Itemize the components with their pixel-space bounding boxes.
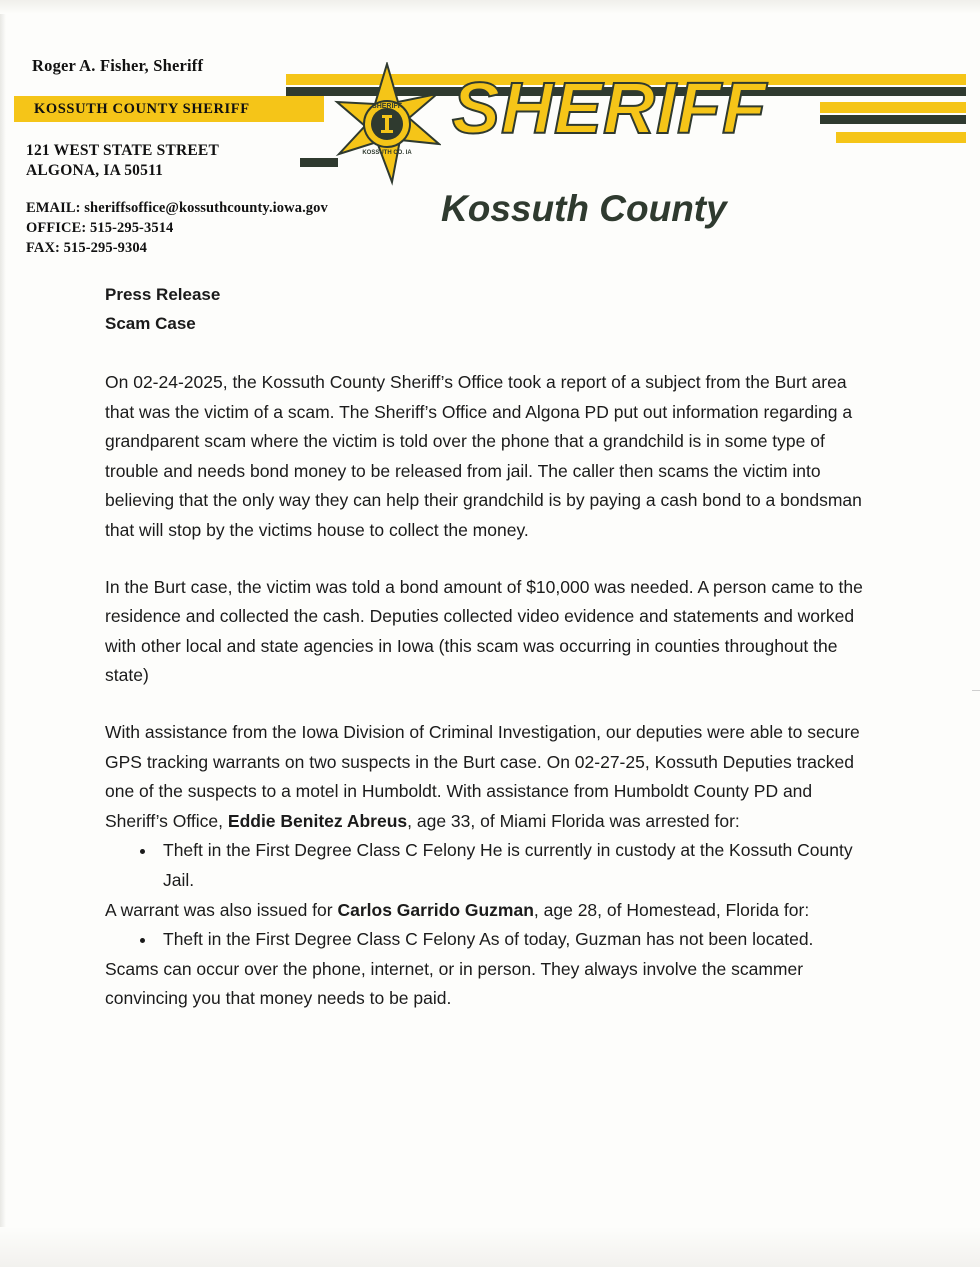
document-body bbox=[105, 280, 865, 1014]
paragraph-1: On 02-24-2025, the Kossuth County Sheriff’s Office took a report of a subject from the Burt area that was the victim of a scam. The Sheriff’s Office and Algona PD put out information regarding a grandparent scam where the victim is told over the phone that a grandchild is in some type of trouble and needs bond money to be released from jail. The caller then scams the victim into believing that the only way they can help their grandchild is by paying a cash bond to a bondsman that will stop by the victims house to collect the money. bbox=[105, 372, 862, 540]
charge-list-1 bbox=[105, 836, 865, 895]
paragraph-3-text-after: , age 33, of Miami Florida was arrested for: bbox=[407, 810, 740, 831]
page-edge-bottom bbox=[0, 1227, 980, 1267]
county-wordmark: Kossuth County bbox=[441, 188, 727, 229]
gold-stripe-right-2 bbox=[836, 132, 966, 143]
address-block bbox=[26, 141, 219, 181]
suspect-name-1: Eddie Benitez Abreus bbox=[227, 810, 408, 831]
letterhead bbox=[0, 46, 980, 256]
page-edge-top bbox=[0, 0, 980, 14]
suspect-name-2: Carlos Garrido Guzman bbox=[337, 899, 534, 920]
list-item: • Theft in the First Degree Class C Felony He is currently in custody at the Kossuth County Jail. bbox=[157, 836, 865, 895]
contact-block bbox=[26, 198, 328, 258]
paragraph-2: In the Burt case, the victim was told a bond amount of $10,000 was needed. A person came to the residence and collected the cash. Deputies collected video evidence and statements and worked with other local and state agencies in Iowa (this scam was occurring in counties throughout the state) bbox=[105, 576, 863, 686]
paragraph-4 bbox=[105, 896, 865, 926]
dark-stripe-right-1 bbox=[820, 115, 966, 124]
charge-list-2 bbox=[105, 925, 865, 955]
email-line: EMAIL: sheriffsoffice@kossuthcounty.iowa.gov bbox=[26, 200, 328, 216]
svg-text:SHERIFF: SHERIFF bbox=[372, 103, 402, 110]
office-phone-line: OFFICE: 515-295-3514 bbox=[26, 220, 174, 236]
paragraph-5: Scams can occur over the phone, internet, or in person. They always involve the scammer convincing you that money needs to be paid. bbox=[105, 958, 804, 1009]
address-line-2: ALGONA, IA 50511 bbox=[26, 162, 164, 179]
gold-stripe-right-1 bbox=[820, 102, 966, 113]
sheriff-wordmark: SHERIFF bbox=[452, 69, 768, 149]
svg-text:KOSSUTH CO. IA: KOSSUTH CO. IA bbox=[362, 150, 412, 156]
address-line-1: 121 WEST STATE STREET bbox=[26, 142, 220, 159]
fax-line: FAX: 515-295-9304 bbox=[26, 240, 148, 256]
paragraph-3-text-before: With assistance from the Iowa Division of Criminal Investigation, our deputies were able to secure GPS tracking warrants on two suspects in the Burt case. On 02-27-25, Kossuth Deputies tracked one of the suspects to a motel in Humboldt. With assistance from Humboldt County PD and Sheriff’s Office, bbox=[105, 721, 860, 831]
press-release-title bbox=[105, 280, 865, 338]
title-line-2: Scam Case bbox=[105, 314, 196, 333]
paragraph-4-text-after: , age 28, of Homestead, Florida for: bbox=[533, 899, 810, 920]
sheriff-badge-icon bbox=[333, 62, 441, 192]
paragraph-4-text-before: A warrant was also issued for bbox=[105, 899, 338, 920]
scan-artifact-line bbox=[972, 690, 980, 691]
paragraph-3 bbox=[105, 718, 865, 836]
sheriff-name: Roger A. Fisher, Sheriff bbox=[32, 56, 204, 75]
agency-name: KOSSUTH COUNTY SHERIFF bbox=[34, 101, 250, 117]
title-line-1: Press Release bbox=[105, 285, 221, 304]
list-item: • Theft in the First Degree Class C Felony As of today, Guzman has not been located. bbox=[157, 925, 865, 955]
